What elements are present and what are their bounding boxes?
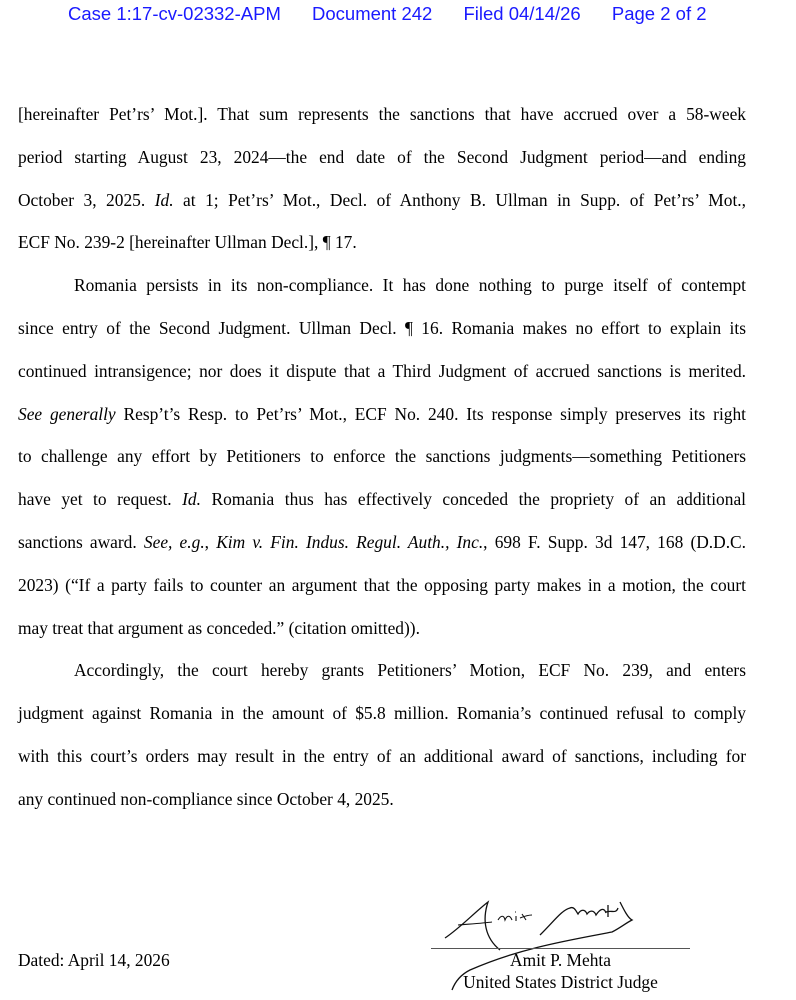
text-run: Romania thus has effectively conceded the propriety of an additional — [200, 489, 746, 510]
text-line — [18, 136, 746, 179]
text-run: with this court’s orders may result in the entry of an additional award of sanctions, including for — [18, 745, 746, 766]
text-run: continued intransigence; nor does it dispute that a Third Judgment of accrued sanctions is merited. — [18, 360, 746, 381]
text-line — [18, 478, 746, 521]
paragraph-continuation — [18, 93, 746, 264]
text-run: Accordingly, the court hereby grants Petitioners’ Motion, ECF No. 239, and enters — [74, 660, 746, 681]
opinion-body — [18, 93, 746, 821]
text-run: since entry of the Second Judgment. Ullman Decl. ¶ 16. Romania makes no effort to explain its — [18, 317, 746, 338]
text-line — [18, 521, 746, 564]
text-run: period starting August 23, 2024—the end date of the Second Judgment period—and ending — [18, 146, 746, 167]
text-run: at 1; Pet’rs’ Mot., Decl. of Anthony B. Ullman in Supp. of Pet’rs’ Mot., — [173, 189, 746, 210]
document-number: Document 242 — [312, 3, 433, 24]
text-line — [18, 692, 746, 735]
text-run: have yet to request. — [18, 489, 183, 510]
text-run: , — [204, 531, 217, 552]
paragraph-conclusion — [18, 649, 746, 820]
signer-name: Amit P. Mehta — [510, 950, 611, 970]
text-run: [hereinafter Pet’rs’ Mot.]. That sum represents the sanctions that have accrued over a 58-week — [18, 104, 746, 124]
text-line — [18, 179, 746, 222]
document-header — [68, 3, 707, 25]
text-run: judgment against Romania in the amount of $5.8 million. Romania’s continued refusal to comply — [18, 703, 746, 724]
text-line — [18, 435, 746, 478]
citation-italic: See, e.g. — [143, 531, 205, 552]
case-number: Case 1:17-cv-02332-APM — [68, 3, 281, 24]
text-run: may treat that argument as conceded.” (citation omitted)). — [18, 617, 420, 638]
text-line — [18, 778, 746, 821]
citation-italic: See generally — [18, 403, 116, 424]
text-run: to challenge any effort by Petitioners to enforce the sanctions judgments—something Petitioners — [18, 446, 746, 467]
text-line — [18, 735, 746, 778]
page-indicator: Page 2 of 2 — [611, 3, 707, 24]
filed-date: Filed 04/14/26 — [463, 3, 581, 24]
text-run: any continued non-compliance since October 4, 2025. — [18, 788, 394, 809]
citation-italic: Id. — [182, 489, 201, 510]
text-line — [18, 393, 746, 436]
text-line — [18, 264, 746, 307]
text-run: , 698 F. Supp. 3d 147, 168 (D.D.C. — [483, 531, 746, 552]
text-run: Romania persists in its non-compliance. It has done nothing to purge itself of contempt — [74, 275, 746, 296]
text-line — [18, 607, 746, 650]
text-run: sanctions award. — [18, 531, 144, 552]
text-run: ECF No. 239-2 [hereinafter Ullman Decl.], ¶ 17. — [18, 232, 357, 253]
text-run: Resp’t’s Resp. to Pet’rs’ Mot., ECF No. 240. Its response simply preserves its right — [115, 403, 746, 424]
text-line — [18, 564, 746, 607]
text-line — [18, 221, 746, 264]
text-run: October 3, 2025. — [18, 189, 155, 210]
dated-line: Dated: April 14, 2026 — [18, 950, 170, 970]
text-line — [18, 649, 746, 692]
signer-title: United States District Judge — [463, 972, 658, 992]
signature-line — [431, 948, 690, 949]
text-run: 2023) (“If a party fails to counter an argument that the opposing party makes in a motion, the court — [18, 574, 746, 595]
text-line — [18, 350, 746, 393]
citation-italic: Id. — [154, 189, 174, 210]
citation-italic: Kim v. Fin. Indus. Regul. Auth., Inc. — [216, 531, 484, 552]
text-line — [18, 93, 746, 136]
paragraph-noncompliance — [18, 264, 746, 649]
text-line — [18, 307, 746, 350]
